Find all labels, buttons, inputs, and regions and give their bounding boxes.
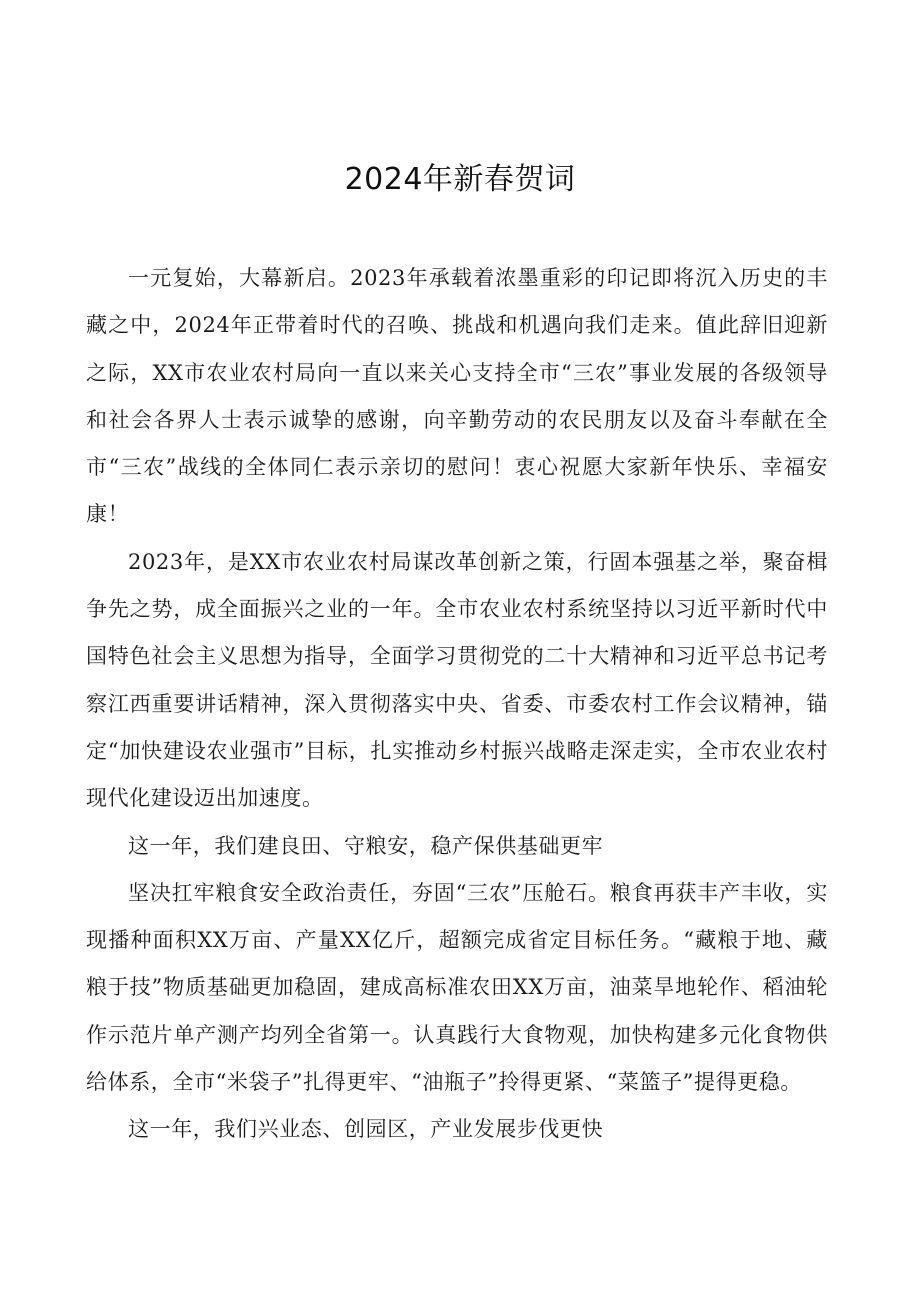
section-heading-industry-development: 这一年，我们兴业态、创园区，产业发展步伐更快 [128, 1117, 604, 1142]
paragraph-intro: 一元复始，大幕新启。2023年承载着浓墨重彩的印记即将沉入历史的丰藏之中，2024年正带着时代的召唤、挑战和机遇向我们走来。值此辞旧迎新之际，XX市农业农村局向一直以来关心支持全市“三农”事业发展的各级领导和社会各界人士表示诚挚的感谢，向辛勤劳动的农民朋友以及奋斗奉献在全市“三农”战线的全体同仁表示亲切的慰问！衷心祝愿大家新年快乐、幸福安康！ [86, 266, 828, 527]
paragraph-grain-security: 坚决扛牢粮食安全政治责任，夯固“三农”压舱石。粮食再获丰产丰收，实现播种面积XX万亩、产量XX亿斤，超额完成省定目标任务。“藏粮于地、藏粮于技”物质基础更加稳固，建成高标准农田XX万亩，油菜旱地轮作、稻油轮作示范片单产测产均列全省第一。认真践行大食物观，加快构建多元化食物供给体系，全市“米袋子”扎得更牢、“油瓶子”拎得更紧、“菜篮子”提得更稳。 [86, 880, 828, 1095]
document-title: 2024年新春贺词 [344, 162, 576, 197]
section-heading-grain-security: 这一年，我们建良田、守粮安，稳产保供基础更牢 [128, 833, 604, 858]
paragraph-2023-review: 2023年，是XX市农业农村局谋改革创新之策，行固本强基之举，聚奋楫争先之势，成全面振兴之业的一年。全市农业农村系统坚持以习近平新时代中国特色社会主义思想为指导，全面学习贯彻党的二十大精神和习近平总书记考察江西重要讲话精神，深入贯彻落实中央、省委、市委农村工作会议精神，锚定“加快建设农业强市”目标，扎实推动乡村振兴战略走深走实，全市农业农村现代化建设迈出加速度。 [86, 549, 828, 811]
document-body [86, 255, 828, 1154]
